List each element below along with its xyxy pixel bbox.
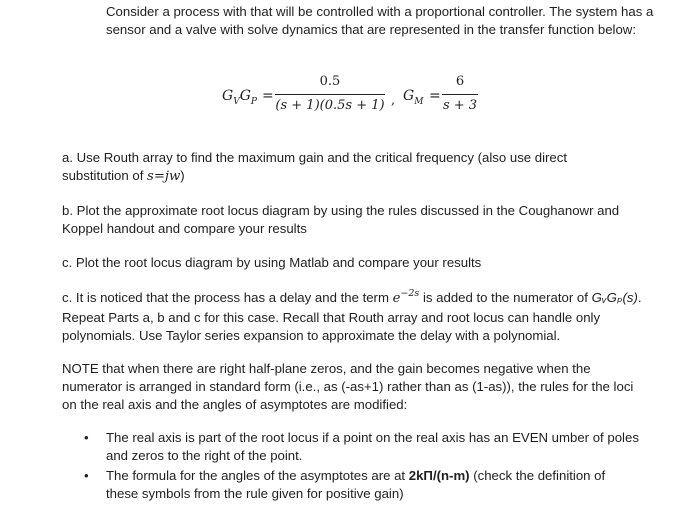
denominator-1: (s + 1)(0.5s + 1) xyxy=(275,98,385,113)
comma-separator: , xyxy=(391,93,396,108)
fraction-bar-1 xyxy=(275,94,385,95)
note-paragraph: NOTE that when there are right half-plane zeros, and the gain becomes negative when the numerator is arranged in standard form (i.e., as (-as+1) rather than as (1-as)), the rules for the loci on the real axis and the angles of asymptotes are modified: xyxy=(62,361,634,412)
part-c-delay: c. It is noticed that the process has a delay and the term $e^{-2s}$ is added to the numerator of GᵥGₚ(s). Repeat Parts a, b and c for this case. Recall that Routh array and root locus can handle only polynomials. Use Taylor series expansion to approximate the delay with a polynomial. xyxy=(62,288,642,343)
transfer-function-equation xyxy=(0,0,700,130)
rules-list xyxy=(80,429,640,505)
bullet-icon: • xyxy=(84,430,89,445)
numerator-1: 0.5 xyxy=(319,74,341,89)
equals-sign-2: = xyxy=(429,88,441,104)
numerator-2: 6 xyxy=(455,74,465,89)
part-a: a. Use Routh array to find the maximum gain and the critical frequency (also use direct substitution of s=jw) xyxy=(62,150,568,184)
list-item: • The formula for the angles of the asymptotes are at 2kΠ/(n-m) (check the definition of these symbols from the rule given for positive gain) xyxy=(84,468,606,501)
denominator-2: s + 3 xyxy=(442,98,478,113)
list-item: • The real axis is part of the root locus if a point on the real axis has an EVEN umber of poles and zeros to the right of the point. xyxy=(84,430,639,463)
fraction-bar-2 xyxy=(442,94,478,95)
intro-paragraph: Consider a process with that will be controlled with a proportional controller. The system has a sensor and a valve with solve dynamics that are represented in the transfer function below: xyxy=(106,4,654,37)
bullet-icon: • xyxy=(84,468,89,483)
part-b: b. Plot the approximate root locus diagram by using the rules discussed in the Coughanowr and Koppel handout and compare your results xyxy=(62,203,620,236)
part-c-matlab: c. Plot the root locus diagram by using Matlab and compare your results xyxy=(62,255,482,270)
gm-symbol: $G_M$ xyxy=(403,88,424,107)
equals-sign-1: = xyxy=(262,88,274,104)
gvgp-symbol: $G_VG_P$ xyxy=(222,88,257,107)
